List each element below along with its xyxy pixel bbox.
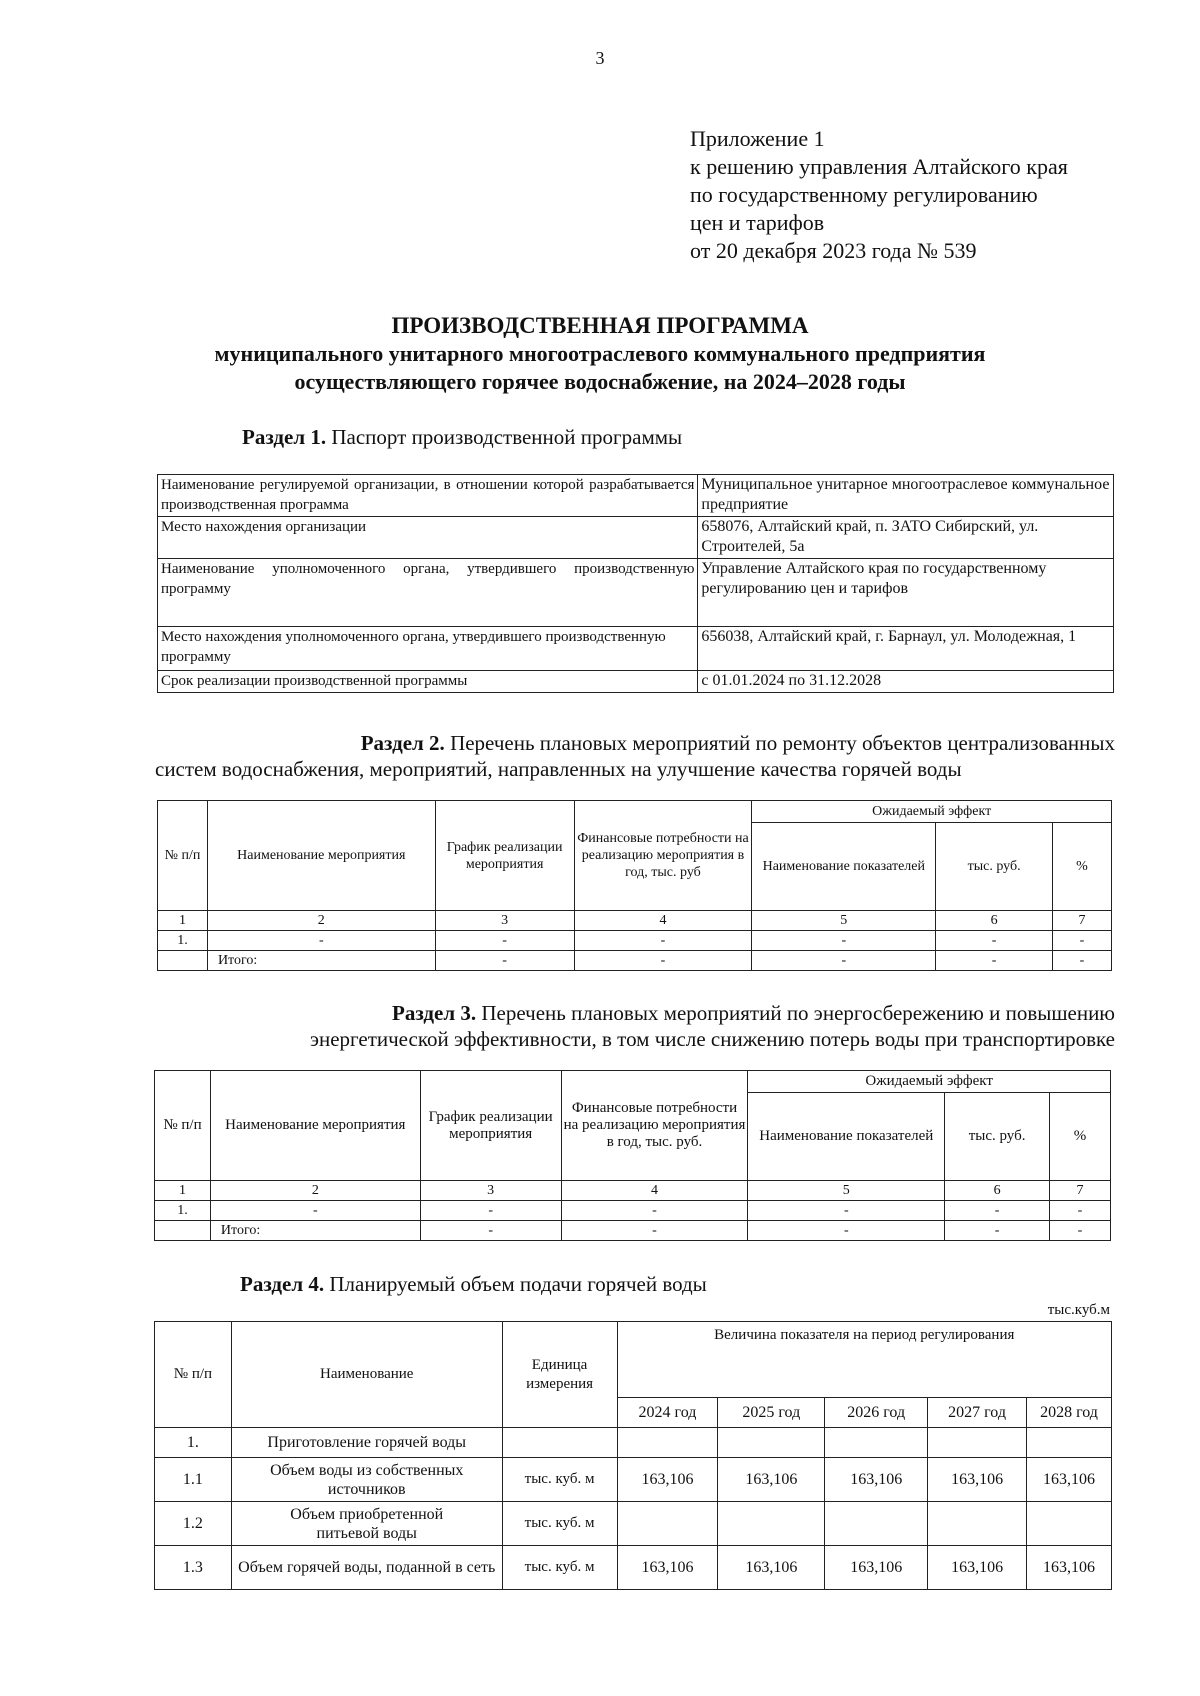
appendix-line: от 20 декабря 2023 года № 539 [690, 238, 977, 263]
table-cell: 163,106 [825, 1546, 928, 1590]
table-cell: - [420, 1221, 561, 1241]
section-text: энергетической эффективности, в том числе снижению потерь воды при транспортировке [309, 1027, 1115, 1051]
header-rub: тыс. руб. [936, 823, 1053, 911]
table-cell: Наименование регулируемой организации, в отношении которой разрабатывается производственная программа [158, 475, 698, 517]
section-text: Паспорт производственной программы [331, 425, 683, 449]
table-cell [928, 1502, 1027, 1546]
table-cell: 4 [561, 1181, 748, 1201]
table-cell: 656038, Алтайский край, г. Барнаул, ул. Молодежная, 1 [698, 627, 1114, 671]
table-cell: 163,106 [1027, 1546, 1112, 1590]
section-label: Раздел 1. [242, 425, 327, 449]
table-row [158, 517, 1114, 559]
table-cell: Срок реализации производственной программы [158, 671, 698, 693]
table-cell: 1 [158, 911, 208, 931]
table-cell: тыс. куб. м [502, 1502, 617, 1546]
unit-label: тыс.куб.м [1047, 1302, 1110, 1318]
document-title [0, 312, 1200, 396]
section4-heading [240, 1272, 707, 1297]
table-row [155, 1428, 1112, 1458]
table-cell: 2 [207, 911, 435, 931]
appendix-line: по государственному регулированию [690, 182, 1038, 207]
table-cell: Объем горячей воды, поданной в сеть [231, 1546, 502, 1590]
table-cell: Место нахождения уполномоченного органа, утвердившего производственную программу [158, 627, 698, 671]
header-year: 2026 год [825, 1398, 928, 1428]
header-indicators: Наименование показателей [752, 823, 936, 911]
title-line: осуществляющего горячее водоснабжение, на 2024–2028 годы [294, 369, 906, 394]
section-label: Раздел 2. [360, 731, 445, 755]
table-cell [155, 1221, 211, 1241]
table-cell: Приготовление горячей воды [231, 1428, 502, 1458]
appendix-line: цен и тарифов [690, 210, 825, 235]
table-cell: 6 [936, 911, 1053, 931]
table-cell [825, 1428, 928, 1458]
table-row [158, 951, 1112, 971]
table-cell [617, 1502, 718, 1546]
table-header-row [155, 1071, 1111, 1093]
section-text: систем водоснабжения, мероприятий, направленных на улучшение качества горячей воды [155, 757, 962, 781]
table-cell: 1. [155, 1201, 211, 1221]
table-row [155, 1221, 1111, 1241]
table-cell [502, 1428, 617, 1458]
section-text: Планируемый объем подачи горячей воды [329, 1272, 707, 1296]
table-cell: 163,106 [928, 1458, 1027, 1502]
table-cell: 163,106 [617, 1458, 718, 1502]
table-cell: 1.2 [155, 1502, 232, 1546]
section2-heading [155, 730, 1115, 782]
table-row [158, 559, 1114, 627]
table-cell: 1. [155, 1428, 232, 1458]
table-cell [825, 1502, 928, 1546]
table-cell: - [945, 1221, 1050, 1241]
table-cell: - [936, 951, 1053, 971]
table-cell: - [945, 1201, 1050, 1221]
table-cell: 5 [752, 911, 936, 931]
table-cell [1027, 1502, 1112, 1546]
header-year: 2025 год [718, 1398, 825, 1428]
header-name: Наименование [231, 1322, 502, 1428]
header-num: № п/п [158, 801, 208, 911]
header-finance: Финансовые потребности на реализацию мероприятия в год, тыс. руб [574, 801, 752, 911]
table-row [158, 671, 1114, 693]
table-cell: - [752, 951, 936, 971]
title-line: муниципального унитарного многоотраслевого коммунального предприятия [214, 341, 986, 366]
section-text: Перечень плановых мероприятий по ремонту объектов централизованных [450, 731, 1115, 755]
table-cell: - [936, 931, 1053, 951]
header-name: Наименование мероприятия [207, 801, 435, 911]
table-cell: - [210, 1201, 420, 1221]
header-name: Наименование мероприятия [210, 1071, 420, 1181]
table-cell [718, 1428, 825, 1458]
table-row [158, 911, 1112, 931]
table-row [155, 1201, 1111, 1221]
table-row [155, 1546, 1112, 1590]
table-cell: - [1053, 931, 1112, 951]
table-cell: 163,106 [617, 1546, 718, 1590]
appendix-line: Приложение 1 [690, 126, 825, 151]
header-indicators: Наименование показателей [748, 1093, 945, 1181]
table-cell: - [748, 1221, 945, 1241]
table-row [155, 1502, 1112, 1546]
header-num: № п/п [155, 1071, 211, 1181]
table-cell: 1 [155, 1181, 211, 1201]
header-year: 2027 год [928, 1398, 1027, 1428]
table-cell: 3 [420, 1181, 561, 1201]
section4-table [154, 1321, 1112, 1590]
table-cell: - [561, 1221, 748, 1241]
total-label: Итого: [210, 1221, 420, 1241]
header-schedule: График реализации мероприятия [435, 801, 574, 911]
section1-heading [242, 425, 682, 450]
header-effect: Ожидаемый эффект [748, 1071, 1111, 1093]
table-cell: 1. [158, 931, 208, 951]
table-cell: - [748, 1201, 945, 1221]
header-finance: Финансовые потребности на реализацию мероприятия в год, тыс. руб. [561, 1071, 748, 1181]
table-cell: 6 [945, 1181, 1050, 1201]
header-period: Величина показателя на период регулирования [617, 1322, 1111, 1398]
table-cell: - [420, 1201, 561, 1221]
table-cell: - [1050, 1201, 1111, 1221]
table-cell: 163,106 [718, 1458, 825, 1502]
table-header-row [158, 801, 1112, 823]
table-cell: - [574, 951, 752, 971]
header-num: № п/п [155, 1322, 232, 1428]
table-cell [1027, 1428, 1112, 1458]
table-cell: - [207, 931, 435, 951]
appendix-block [690, 125, 1068, 265]
header-year: 2024 год [617, 1398, 718, 1428]
header-rub: тыс. руб. [945, 1093, 1050, 1181]
table-cell [158, 951, 208, 971]
table-cell: с 01.01.2024 по 31.12.2028 [698, 671, 1114, 693]
table-cell: Объем воды из собственных источников [231, 1458, 502, 1502]
table-row [155, 1181, 1111, 1201]
table-cell: 163,106 [1027, 1458, 1112, 1502]
header-pct: % [1053, 823, 1112, 911]
table-cell: Наименование уполномоченного органа, утвердившего производственную программу [158, 559, 698, 627]
page-number: 3 [595, 48, 605, 68]
table-cell: Объем приобретенной питьевой воды [231, 1502, 502, 1546]
table-cell: - [752, 931, 936, 951]
table-header-row [155, 1322, 1112, 1398]
table-cell: Муниципальное унитарное многоотраслевое коммунальное предприятие [698, 475, 1114, 517]
table-cell: - [435, 951, 574, 971]
title-line: ПРОИЗВОДСТВЕННАЯ ПРОГРАММА [391, 313, 809, 338]
table-cell: 163,106 [928, 1546, 1027, 1590]
table-cell [617, 1428, 718, 1458]
table-cell [928, 1428, 1027, 1458]
appendix-line: к решению управления Алтайского края [690, 154, 1068, 179]
table-row [155, 1458, 1112, 1502]
table-cell: 1.3 [155, 1546, 232, 1590]
table-row [158, 627, 1114, 671]
section-text: Перечень плановых мероприятий по энергосбережению и повышению [481, 1001, 1115, 1025]
table-cell: - [435, 931, 574, 951]
section3-table [154, 1070, 1111, 1241]
table-cell: Место нахождения организации [158, 517, 698, 559]
table-cell: 5 [748, 1181, 945, 1201]
table-row [158, 931, 1112, 951]
table-cell: - [1053, 951, 1112, 971]
section-label: Раздел 3. [392, 1001, 477, 1025]
header-unit: Единица измерения [502, 1322, 617, 1428]
table-row [158, 475, 1114, 517]
header-year: 2028 год [1027, 1398, 1112, 1428]
header-schedule: График реализации мероприятия [420, 1071, 561, 1181]
total-label: Итого: [207, 951, 435, 971]
table-cell: - [561, 1201, 748, 1221]
passport-table [157, 474, 1114, 693]
table-cell: 7 [1050, 1181, 1111, 1201]
table-cell: 163,106 [825, 1458, 928, 1502]
table-cell: - [1050, 1221, 1111, 1241]
table-cell: тыс. куб. м [502, 1546, 617, 1590]
section2-table [157, 800, 1112, 971]
section-label: Раздел 4. [240, 1272, 325, 1296]
table-cell: 658076, Алтайский край, п. ЗАТО Сибирский, ул. Строителей, 5а [698, 517, 1114, 559]
table-cell: 7 [1053, 911, 1112, 931]
table-cell: тыс. куб. м [502, 1458, 617, 1502]
table-cell: Управление Алтайского края по государственному регулированию цен и тарифов [698, 559, 1114, 627]
header-effect: Ожидаемый эффект [752, 801, 1112, 823]
header-pct: % [1050, 1093, 1111, 1181]
table-cell: 2 [210, 1181, 420, 1201]
table-cell: 163,106 [718, 1546, 825, 1590]
table-cell: 3 [435, 911, 574, 931]
table-cell [718, 1502, 825, 1546]
table-cell: 4 [574, 911, 752, 931]
section3-heading [155, 1000, 1115, 1052]
table-cell: - [574, 931, 752, 951]
table-cell: 1.1 [155, 1458, 232, 1502]
